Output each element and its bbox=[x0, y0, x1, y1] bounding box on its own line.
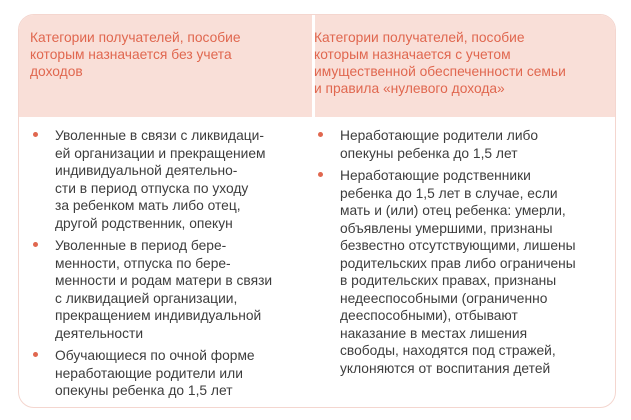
item-line: за ребенком мать либо отец, bbox=[55, 198, 241, 213]
bullet-icon bbox=[33, 242, 38, 247]
list-item bbox=[314, 167, 609, 377]
benefit-categories-table bbox=[18, 14, 616, 408]
item-line: наказание в местах лишения bbox=[340, 325, 528, 341]
header-line: и правила «нулевого дохода» bbox=[314, 81, 505, 96]
item-line: неработающие родители или bbox=[55, 365, 243, 381]
item-line: Неработающие родственники bbox=[340, 168, 531, 183]
bullet-icon bbox=[318, 132, 323, 137]
header-with-income-check bbox=[314, 29, 606, 97]
header-no-income-check bbox=[30, 29, 300, 80]
item-line: менности и родам матери в связи bbox=[55, 273, 273, 288]
item-line: объявлены умершими, признаны bbox=[340, 220, 553, 236]
item-line: опекуны ребенка до 1,5 лет bbox=[55, 383, 233, 398]
item-line: Неработающие родители либо bbox=[340, 128, 539, 143]
item-line: дееспособными), отбывают bbox=[340, 308, 518, 323]
bullet-icon bbox=[33, 352, 38, 357]
list-item bbox=[29, 127, 311, 232]
header-line: доходов bbox=[30, 64, 83, 79]
header-line: которым назначается без учета bbox=[30, 47, 232, 62]
list-item bbox=[29, 237, 311, 342]
item-line: Обучающиеся по очной форме bbox=[55, 348, 255, 363]
item-line: недееспособными (ограниченно bbox=[340, 290, 548, 306]
header-line: которым назначается с учетом bbox=[314, 47, 511, 62]
header-line: имущественной обеспеченности семьи bbox=[314, 64, 566, 79]
item-line: родительских прав либо ограничены bbox=[340, 255, 576, 271]
item-line: менности, отпуска по бере- bbox=[55, 255, 231, 271]
item-line: свободы, находятся под стражей, bbox=[340, 343, 556, 358]
list-item bbox=[29, 347, 311, 400]
item-line: другой родственник, опекун bbox=[55, 215, 233, 231]
item-line: деятельности bbox=[55, 325, 144, 341]
item-line: мать и (или) отец ребенка: умерли, bbox=[340, 203, 566, 218]
item-line: безвестно отсутствующими, лишены bbox=[340, 238, 576, 253]
item-line: сти в период отпуска по уходу bbox=[55, 180, 249, 196]
item-line: в родительских правах, признаны bbox=[340, 273, 557, 288]
list-item bbox=[314, 127, 609, 162]
left-column-list bbox=[29, 127, 311, 405]
item-line: Уволенные в связи с ликвидаци- bbox=[55, 128, 264, 143]
item-line: с ликвидацией организации, bbox=[55, 290, 238, 306]
right-column-list bbox=[314, 127, 609, 382]
header-line: Категории получателей, пособие bbox=[314, 30, 525, 45]
bullet-icon bbox=[318, 172, 323, 177]
item-line: индивидуальной деятельно- bbox=[55, 163, 238, 178]
item-line: ребенка до 1,5 лет в случае, если bbox=[340, 185, 558, 201]
bullet-icon bbox=[33, 132, 38, 137]
item-line: Уволенные в период бере- bbox=[55, 238, 227, 253]
header-line: Категории получателей, пособие bbox=[30, 30, 241, 45]
item-line: опекуны ребенка до 1,5 лет bbox=[340, 145, 518, 161]
item-line: ей организации и прекращением bbox=[55, 145, 266, 161]
item-line: уклоняются от воспитания детей bbox=[340, 360, 551, 376]
item-line: прекращением индивидуальной bbox=[55, 308, 262, 323]
